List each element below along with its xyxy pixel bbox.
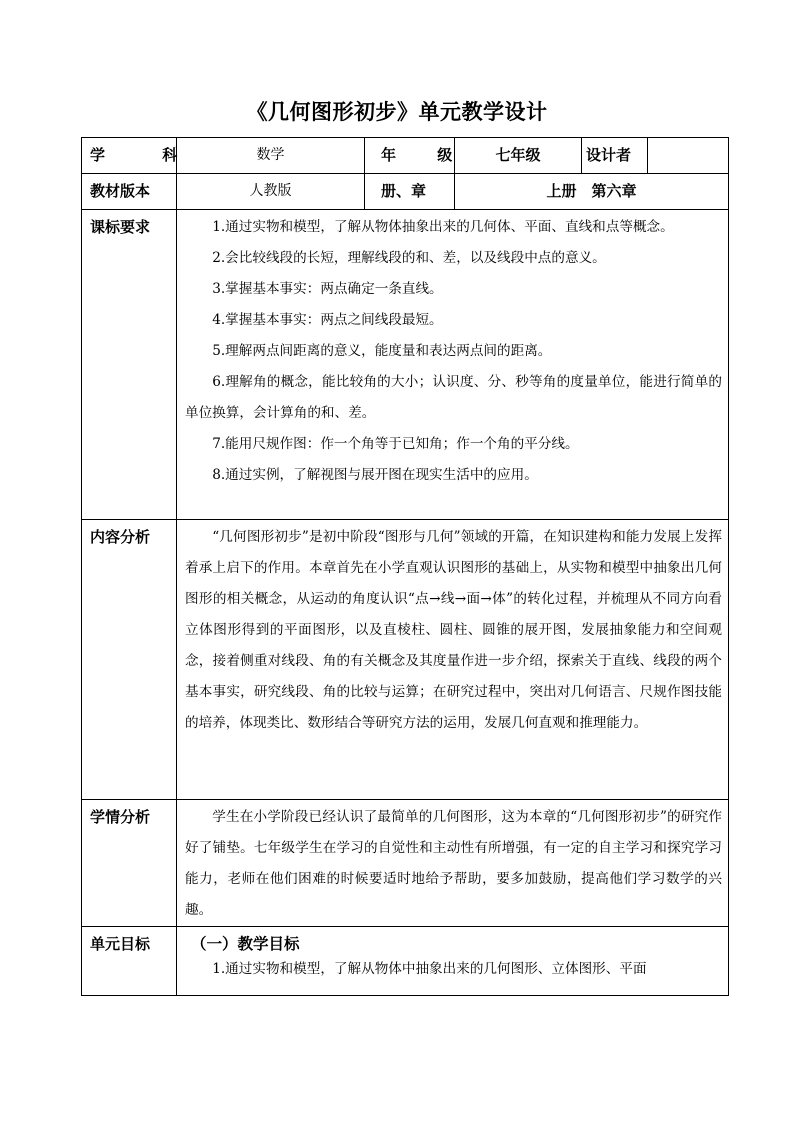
designer-label: 设计者: [582, 138, 648, 174]
unit-goals-row: [82, 927, 729, 996]
header-row: [82, 138, 729, 174]
design-table: [81, 137, 729, 996]
curriculum-row: [82, 210, 729, 520]
unit-goal-item: 1.通过实物和模型，了解从物体中抽象出来的几何图形、立体图形、平面: [212, 961, 647, 977]
subject-value: 数学: [177, 138, 365, 174]
content-analysis-text: “几何图形初步”是初中阶段“图形与几何”领域的开篇，在知识建构和能力发展上发挥着承上启下的作用。本章首先在小学直观认识图形的基础上，从实物和模型中抽象出几何图形的相关概念，从运动的角度认识“点→线→面→体”的转化过程，并梳理从不同方向看立体图形得到的平面图形，以及直棱柱、圆柱、圆锥的展开图，发展抽象能力和空间观念，接着侧重对线段、角的有关概念及其度量作进一步介绍，探索关于直线、线段的两个基本事实，研究线段、角的比较与运算；在研究过程中，突出对几何语言、尺规作图技能的培养，体现类比、数形结合等研究方法的运用，发展几何直观和推理能力。: [185, 529, 722, 731]
student-analysis-row: [82, 800, 729, 927]
curriculum-label: 课标要求: [82, 210, 177, 520]
curriculum-item: 1.通过实物和模型，了解从物体抽象出来的几何体、平面、直线和点等概念。: [212, 219, 674, 235]
curriculum-item: 3.掌握基本事实：两点确定一条直线。: [212, 281, 443, 297]
curriculum-item: 4.掌握基本事实：两点之间线段最短。: [212, 312, 443, 328]
content-analysis-label: 内容分析: [82, 520, 177, 800]
unit-goals-label: 单元目标: [82, 927, 177, 996]
curriculum-item: 8.通过实例，了解视图与展开图在现实生活中的应用。: [212, 467, 538, 483]
subject-label: 学 科: [82, 138, 177, 174]
document-title: 《几何图形初步》单元教学设计: [246, 100, 548, 124]
content-analysis-row: [82, 520, 729, 800]
edition-row: [82, 174, 729, 210]
unit-goals-content: [177, 927, 729, 996]
student-analysis-text: 学生在小学阶段已经认识了最简单的几何图形，这为本章的“几何图形初步”的研究作好了铺垫。七年级学生在学习的自觉性和主动性有所增强，有一定的自主学习和探究学习能力，老师在他们困难的时候要适时地给予帮助，要多加鼓励，提高他们学习数学的兴趣。: [185, 809, 722, 918]
volume-label: 册、章: [365, 174, 455, 210]
curriculum-content: [177, 210, 729, 520]
curriculum-item: 2.会比较线段的长短，理解线段的和、差，以及线段中点的意义。: [212, 250, 606, 266]
curriculum-item: 6.理解角的概念，能比较角的大小；认识度、分、秒等角的度量单位，能进行简单的单位换算，会计算角的和、差。: [185, 374, 722, 421]
grade-label: 年 级: [365, 138, 455, 174]
grade-value: 七年级: [455, 138, 582, 174]
edition-label: 教材版本: [82, 174, 177, 210]
content-analysis-content: [177, 520, 729, 800]
student-analysis-content: [177, 800, 729, 927]
volume-value: 上册 第六章: [455, 174, 729, 210]
teaching-goals-heading: （一）教学目标: [191, 935, 300, 953]
curriculum-item: 5.理解两点间距离的意义，能度量和表达两点间的距离。: [212, 343, 552, 359]
student-analysis-label: 学情分析: [82, 800, 177, 927]
edition-value: 人教版: [177, 174, 365, 210]
curriculum-item: 7.能用尺规作图：作一个角等于已知角；作一个角的平分线。: [212, 436, 579, 452]
designer-value: [648, 138, 729, 174]
